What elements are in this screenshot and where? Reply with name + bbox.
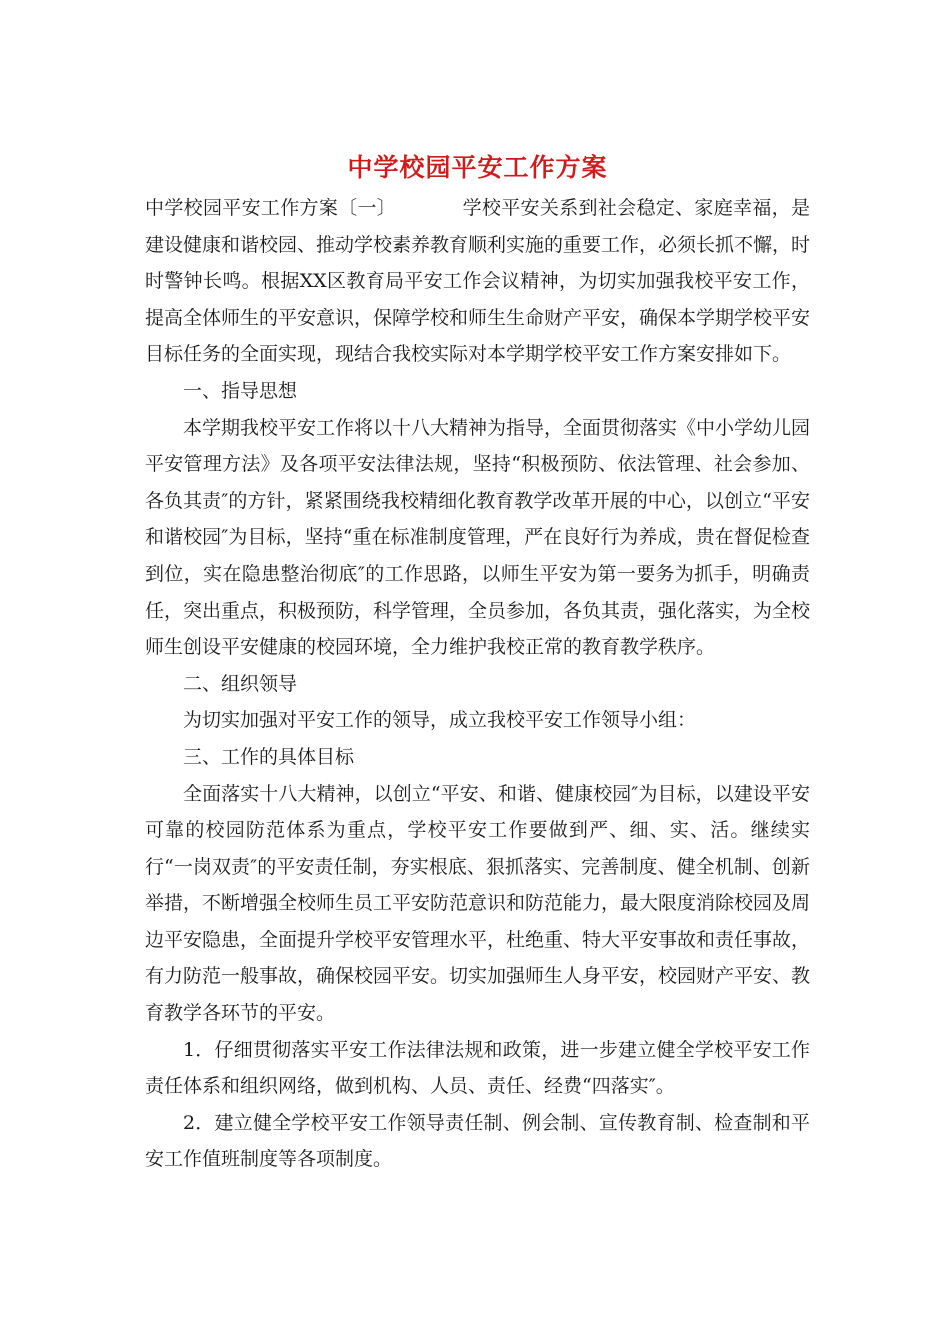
section-paragraph-3: 全面落实十八大精神，以创立“平安、和谐、健康校园″为目标，以建设平安可靠的校园防范体系为重点，学校平安工作要做到严、细、实、活。继续实行“一岗双责″的平安责任制，夯实根底、狠抓落实、完善制度、健全机制、创新举措，不断增强全校师生员工平安防范意识和防范能力，最大限度消除校园及周边平安隐患，全面提升学校平安管理水平，杜绝重、特大平安事故和责任事故，有力防范一般事故，确保校园平安。切实加强师生人身平安，校园财产平安、教育教学各环节的平安。 — [145, 782, 811, 1025]
document-page — [145, 150, 810, 1178]
list-item-2: 2．建立健全学校平安工作领导责任制、例会制、宣传教育制、检查制和平安工作值班制度等各项制度。 — [145, 1111, 810, 1171]
section-paragraph-1: 本学期我校平安工作将以十八大精神为指导，全面贯彻落实《中小学幼儿园平安管理方法》及各项平安法律法规，坚持“积极预防、依法管理、社会参加、各负其责″的方针，紧紧围绕我校精细化教育教学改革开展的中心，以创立“平安和谐校园″为目标，坚持“重在标准制度管理，严在良好行为养成，贵在督促检查到位，实在隐患整治彻底″的工作思路，以师生平安为第一要务为抓手，明确责任，突出重点，积极预防，科学管理，全员参加，各负其责，强化落实，为全校师生创设平安健康的校园环境，全力维护我校正常的教育教学秩序。 — [145, 416, 811, 659]
intro-heading: 中学校园平安工作方案〔一〕 — [145, 197, 397, 219]
document-title: 中学校园平安工作方案 — [347, 153, 608, 182]
intro-paragraph — [145, 190, 810, 373]
section-heading-3: 三、工作的具体目标 — [183, 745, 355, 768]
intro-text: 学校平安关系到社会稳定、家庭幸福，是建设健康和谐校园、推动学校素养教育顺利实施的重要工作，必须长抓不懈，时时警钟长鸣。根据XX区教育局平安工作会议精神，为切实加强我校平安工作，提高全体师生的平安意识，保障学校和师生生命财产平安，确保本学期学校平安目标任务的全面实现，现结合我校实际对本学期学校平安工作方案安排如下。 — [145, 197, 811, 366]
list-item-1: 1．仔细贯彻落实平安工作法律法规和政策，进一步建立健全学校平安工作责任体系和组织网络，做到机构、人员、责任、经费“四落实″。 — [145, 1038, 810, 1098]
section-paragraph-2: 为切实加强对平安工作的领导，成立我校平安工作领导小组： — [183, 709, 697, 732]
section-heading-2: 二、组织领导 — [183, 672, 298, 695]
section-heading-1: 一、指导思想 — [183, 379, 298, 402]
